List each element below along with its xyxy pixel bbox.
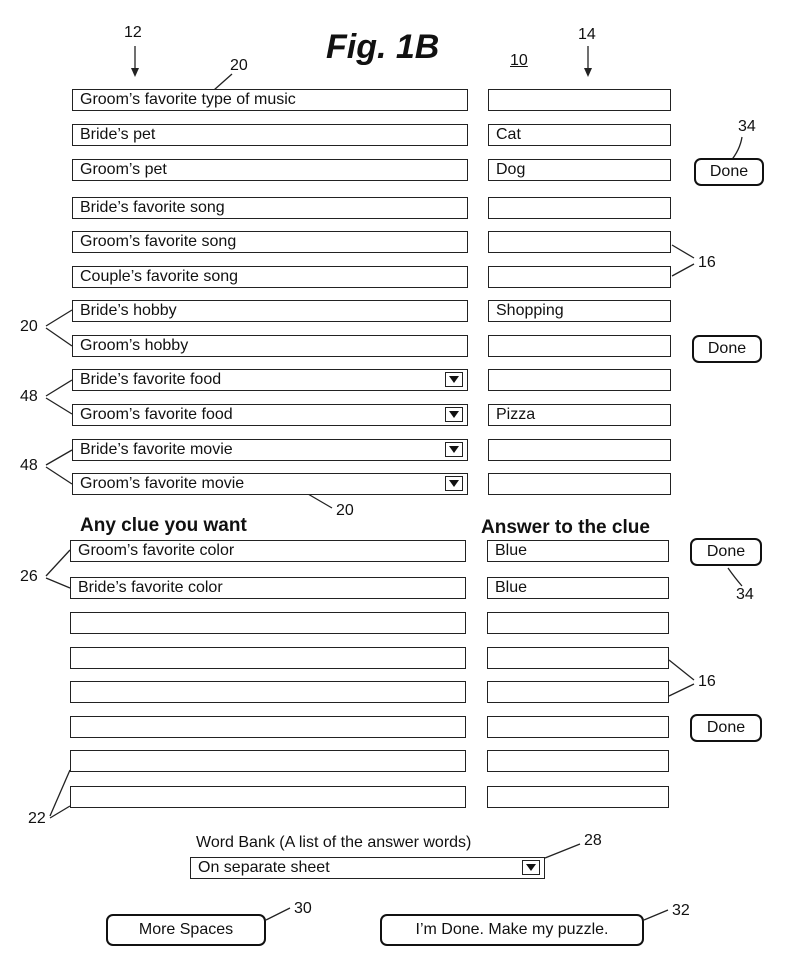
ref-20-top: 20 <box>230 57 248 74</box>
done-button[interactable]: Done <box>690 538 762 566</box>
custom-clue-field[interactable] <box>70 786 466 808</box>
dropdown-arrow-icon[interactable] <box>445 372 463 387</box>
clue-field[interactable]: Bride’s pet <box>72 124 468 146</box>
custom-clue-field[interactable]: Groom’s favorite color <box>70 540 466 562</box>
word-bank-label: Word Bank (A list of the answer words) <box>196 834 472 851</box>
custom-answer-heading: Answer to the clue <box>481 517 650 538</box>
make-puzzle-button[interactable]: I’m Done. Make my puzzle. <box>380 914 644 946</box>
clue-dropdown[interactable] <box>72 369 468 391</box>
answer-field[interactable] <box>488 439 671 461</box>
done-button[interactable]: Done <box>690 714 762 742</box>
answer-field[interactable] <box>488 473 671 495</box>
custom-answer-field[interactable] <box>487 786 669 808</box>
custom-answer-field[interactable] <box>487 681 669 703</box>
custom-answer-field[interactable] <box>487 647 669 669</box>
dropdown-arrow-icon[interactable] <box>445 407 463 422</box>
dropdown-value: Bride’s favorite movie <box>80 441 233 458</box>
clue-dropdown[interactable] <box>72 439 468 461</box>
clue-field[interactable]: Groom’s hobby <box>72 335 468 357</box>
ref-16-bottom: 16 <box>698 673 716 690</box>
clue-field[interactable]: Bride’s hobby <box>72 300 468 322</box>
custom-clue-field[interactable]: Bride’s favorite color <box>70 577 466 599</box>
done-button[interactable]: Done <box>694 158 764 186</box>
ref-34-bottom: 34 <box>736 586 754 603</box>
custom-clue-field[interactable] <box>70 750 466 772</box>
answer-field[interactable] <box>488 231 671 253</box>
custom-answer-field[interactable]: Blue <box>487 577 669 599</box>
ref-14: 14 <box>578 26 596 43</box>
answer-field[interactable] <box>488 266 671 288</box>
dropdown-value: Groom’s favorite movie <box>80 475 245 492</box>
dropdown-value: Bride’s favorite food <box>80 371 222 388</box>
ref-48-b: 48 <box>20 457 38 474</box>
custom-clue-field[interactable] <box>70 647 466 669</box>
clue-dropdown[interactable] <box>72 473 468 495</box>
ref-12: 12 <box>124 24 142 41</box>
custom-clue-field[interactable] <box>70 612 466 634</box>
word-bank-dropdown[interactable] <box>190 857 545 879</box>
ref-20-bottom: 20 <box>336 502 354 519</box>
custom-answer-field[interactable] <box>487 612 669 634</box>
custom-answer-field[interactable] <box>487 750 669 772</box>
clue-field[interactable]: Groom’s favorite type of music <box>72 89 468 111</box>
done-button[interactable]: Done <box>692 335 762 363</box>
ref-32: 32 <box>672 902 690 919</box>
clue-dropdown[interactable] <box>72 404 468 426</box>
ref-34-top: 34 <box>738 118 756 135</box>
custom-clue-field[interactable] <box>70 716 466 738</box>
ref-26: 26 <box>20 568 38 585</box>
clue-field[interactable]: Groom’s pet <box>72 159 468 181</box>
dropdown-value: Groom’s favorite food <box>80 406 233 423</box>
answer-field[interactable]: Cat <box>488 124 671 146</box>
figure-title: Fig. 1B <box>326 28 440 66</box>
answer-field[interactable] <box>488 197 671 219</box>
answer-field[interactable]: Shopping <box>488 300 671 322</box>
ref-22: 22 <box>28 810 46 827</box>
custom-clue-field[interactable] <box>70 681 466 703</box>
custom-answer-field[interactable] <box>487 716 669 738</box>
clue-field[interactable]: Couple’s favorite song <box>72 266 468 288</box>
dropdown-arrow-icon[interactable] <box>445 476 463 491</box>
custom-answer-field[interactable]: Blue <box>487 540 669 562</box>
answer-field[interactable] <box>488 89 671 111</box>
answer-field[interactable] <box>488 335 671 357</box>
dropdown-value: On separate sheet <box>198 859 330 876</box>
answer-field[interactable] <box>488 369 671 391</box>
ref-16-top: 16 <box>698 254 716 271</box>
ref-28: 28 <box>584 832 602 849</box>
clue-field[interactable]: Bride’s favorite song <box>72 197 468 219</box>
clue-field[interactable]: Groom’s favorite song <box>72 231 468 253</box>
ref-48-a: 48 <box>20 388 38 405</box>
ref-20-left: 20 <box>20 318 38 335</box>
custom-clue-heading: Any clue you want <box>80 515 247 536</box>
more-spaces-button[interactable]: More Spaces <box>106 914 266 946</box>
answer-field[interactable]: Pizza <box>488 404 671 426</box>
dropdown-arrow-icon[interactable] <box>445 442 463 457</box>
answer-field[interactable]: Dog <box>488 159 671 181</box>
ref-10: 10 <box>510 52 528 69</box>
dropdown-arrow-icon[interactable] <box>522 860 540 875</box>
ref-30: 30 <box>294 900 312 917</box>
